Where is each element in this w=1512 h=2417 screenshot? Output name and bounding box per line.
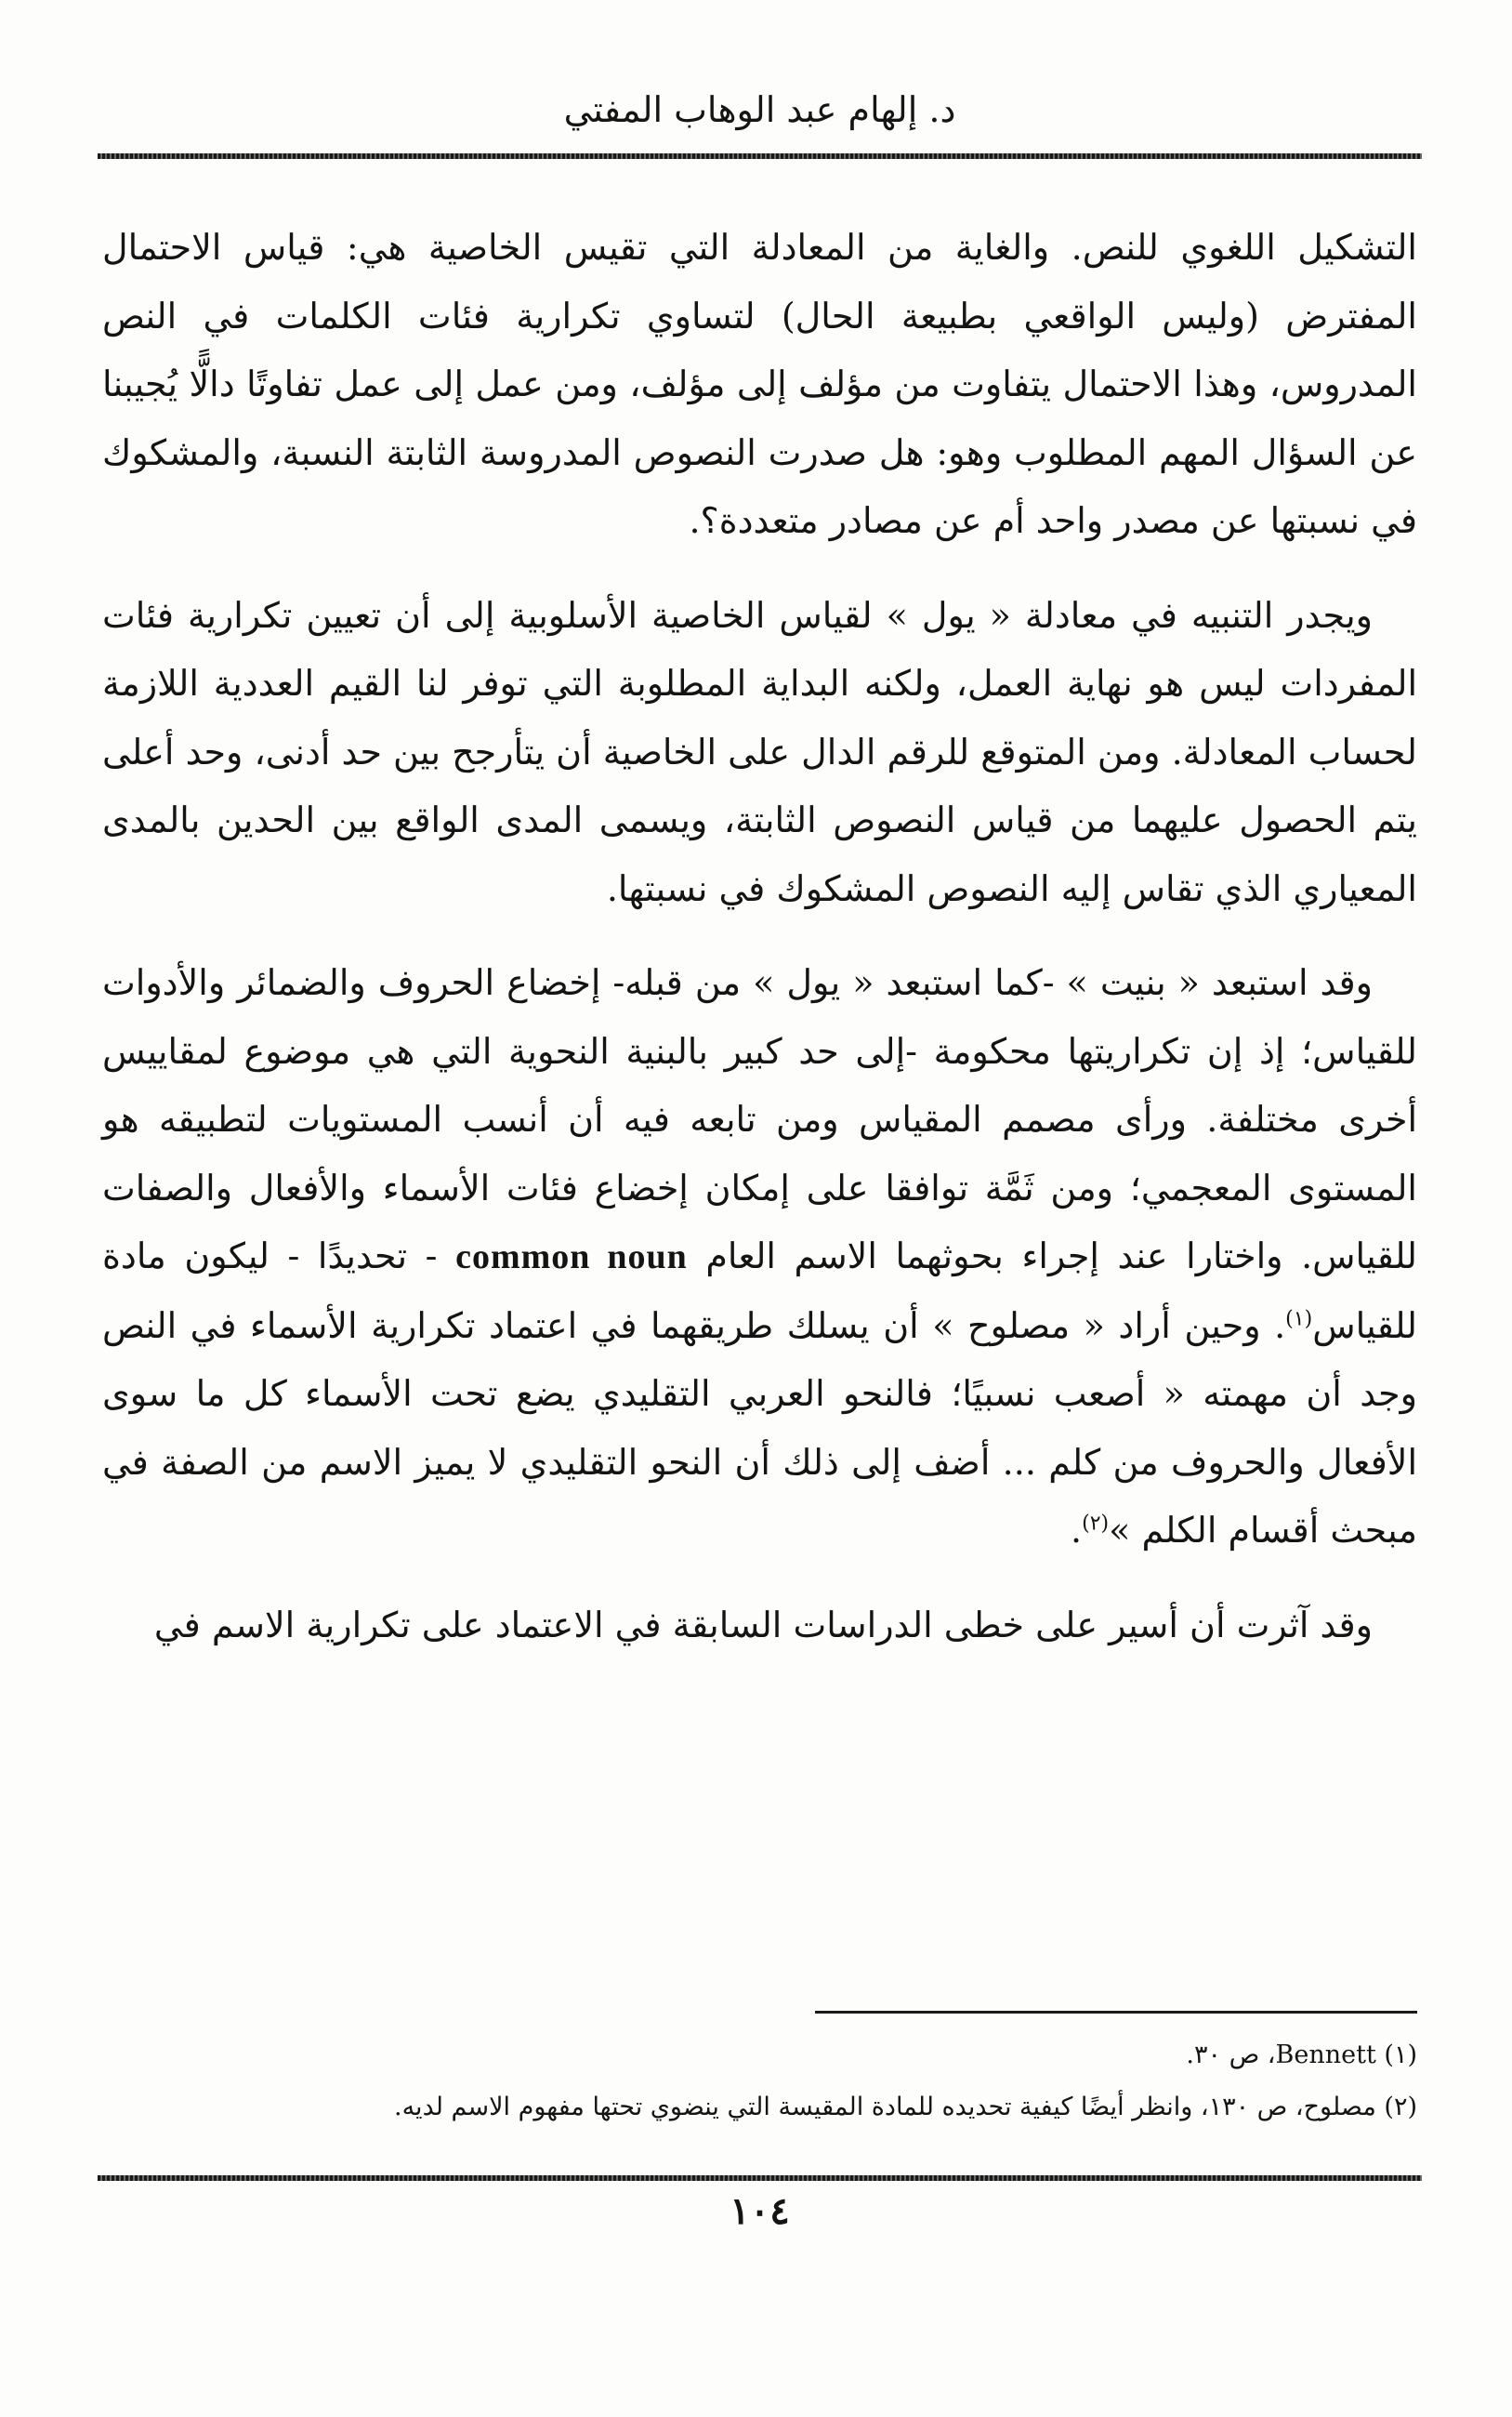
footnote-ref-2: (٢) [1082, 1512, 1110, 1536]
footer-rule [98, 2175, 1422, 2181]
paragraph-3-part-a: وقد استبعد « بنيت » -كما استبعد « يول » من قبله- إخضاع الحروف والضمائر والأدوات للقياس؛ إذ إن تكراريتها محكومة -إلى حد كبير بالبنية النحوية التي هي موضوع لمقاييس أخرى مختلفة. ورأى مصمم المقياس ومن تابعه فيه أن أنسب المستويات لتطبيقه هو المستوى المعجمي؛ ومن ثَمَّة توافقا على إمكان إخضاع فئات الأسماء والأفعال والصفات للقياس. واختارا عند إجراء بحوثهما الاسم العام [102, 962, 1417, 1276]
page-number: ١٠٤ [730, 2189, 790, 2233]
footnotes [102, 2031, 1417, 2135]
paragraph-3-part-c: . وحين أراد « مصلوح » أن يسلك طريقهما في اعتماد تكرارية الأسماء في النص وجد أن مهمته « أصعب نسبيًا؛ فالنحو العربي التقليدي يضع تحت الأسماء كل ما سوى الأفعال والحروف من كلم ... أضف إلى ذلك أن النحو التقليدي لا يميز الاسم من الصفة في مبحث أقسام الكلم » [102, 1304, 1417, 1551]
paragraph-1: التشكيل اللغوي للنص. والغاية من المعادلة التي تقيس الخاصية هي: قياس الاحتمال المفترض (وليس الواقعي بطبيعة الحال) لتساوي تكرارية فئات الكلمات في النص المدروس، وهذا الاحتمال يتفاوت من مؤلف إلى مؤلف، ومن عمل إلى عمل تفاوتًا دالًّا يُجيبنا عن السؤال المهم المطلوب وهو: هل صدرت النصوص المدروسة الثابتة النسبة، والمشكوك في نسبتها عن مصدر واحد أم عن مصادر متعددة؟. [102, 227, 1417, 541]
footnote-separator [815, 2011, 1417, 2014]
paragraph-3 [102, 949, 1417, 1565]
running-header: د. إلهام عبد الوهاب المفتي [563, 89, 956, 130]
footnote-2: (٢) مصلوح، ص ١٣٠، وانظر أيضًا كيفية تحديده للمادة المقيسة التي ينضوي تحتها مفهوم الاسم لديه. [394, 2093, 1417, 2121]
paragraph-4: وقد آثرت أن أسير على خطى الدراسات السابقة في الاعتماد على تكرارية الاسم في [153, 1604, 1373, 1645]
body-text [102, 214, 1417, 1685]
paragraph-2: ويجدر التنبيه في معادلة « يول » لقياس الخاصية الأسلوبية إلى أن تعيين تكرارية فئات المفردات ليس هو نهاية العمل، ولكنه البداية المطلوبة التي توفر لنا القيم العددية اللازمة لحساب المعادلة. ومن المتوقع للرقم الدال على الخاصية أن يتأرجح بين حد أدنى، وحد أعلى يتم الحصول عليهما من قياس النصوص الثابتة، ويسمى المدى الواقع بين الحدين بالمدى المعياري الذي تقاس إليه النصوص المشكوك في نسبتها. [102, 594, 1417, 909]
paragraph-3-part-b: - تحديدًا - ليكون مادة للقياس [102, 1235, 1417, 1346]
paragraph-3-part-d: . [1071, 1510, 1083, 1551]
latin-term: common noun [455, 1237, 688, 1276]
footnote-ref-1: (١) [1285, 1306, 1313, 1330]
header-rule [98, 153, 1422, 159]
footnote-1: (١) Bennett، ص ٣٠. [1186, 2041, 1417, 2069]
